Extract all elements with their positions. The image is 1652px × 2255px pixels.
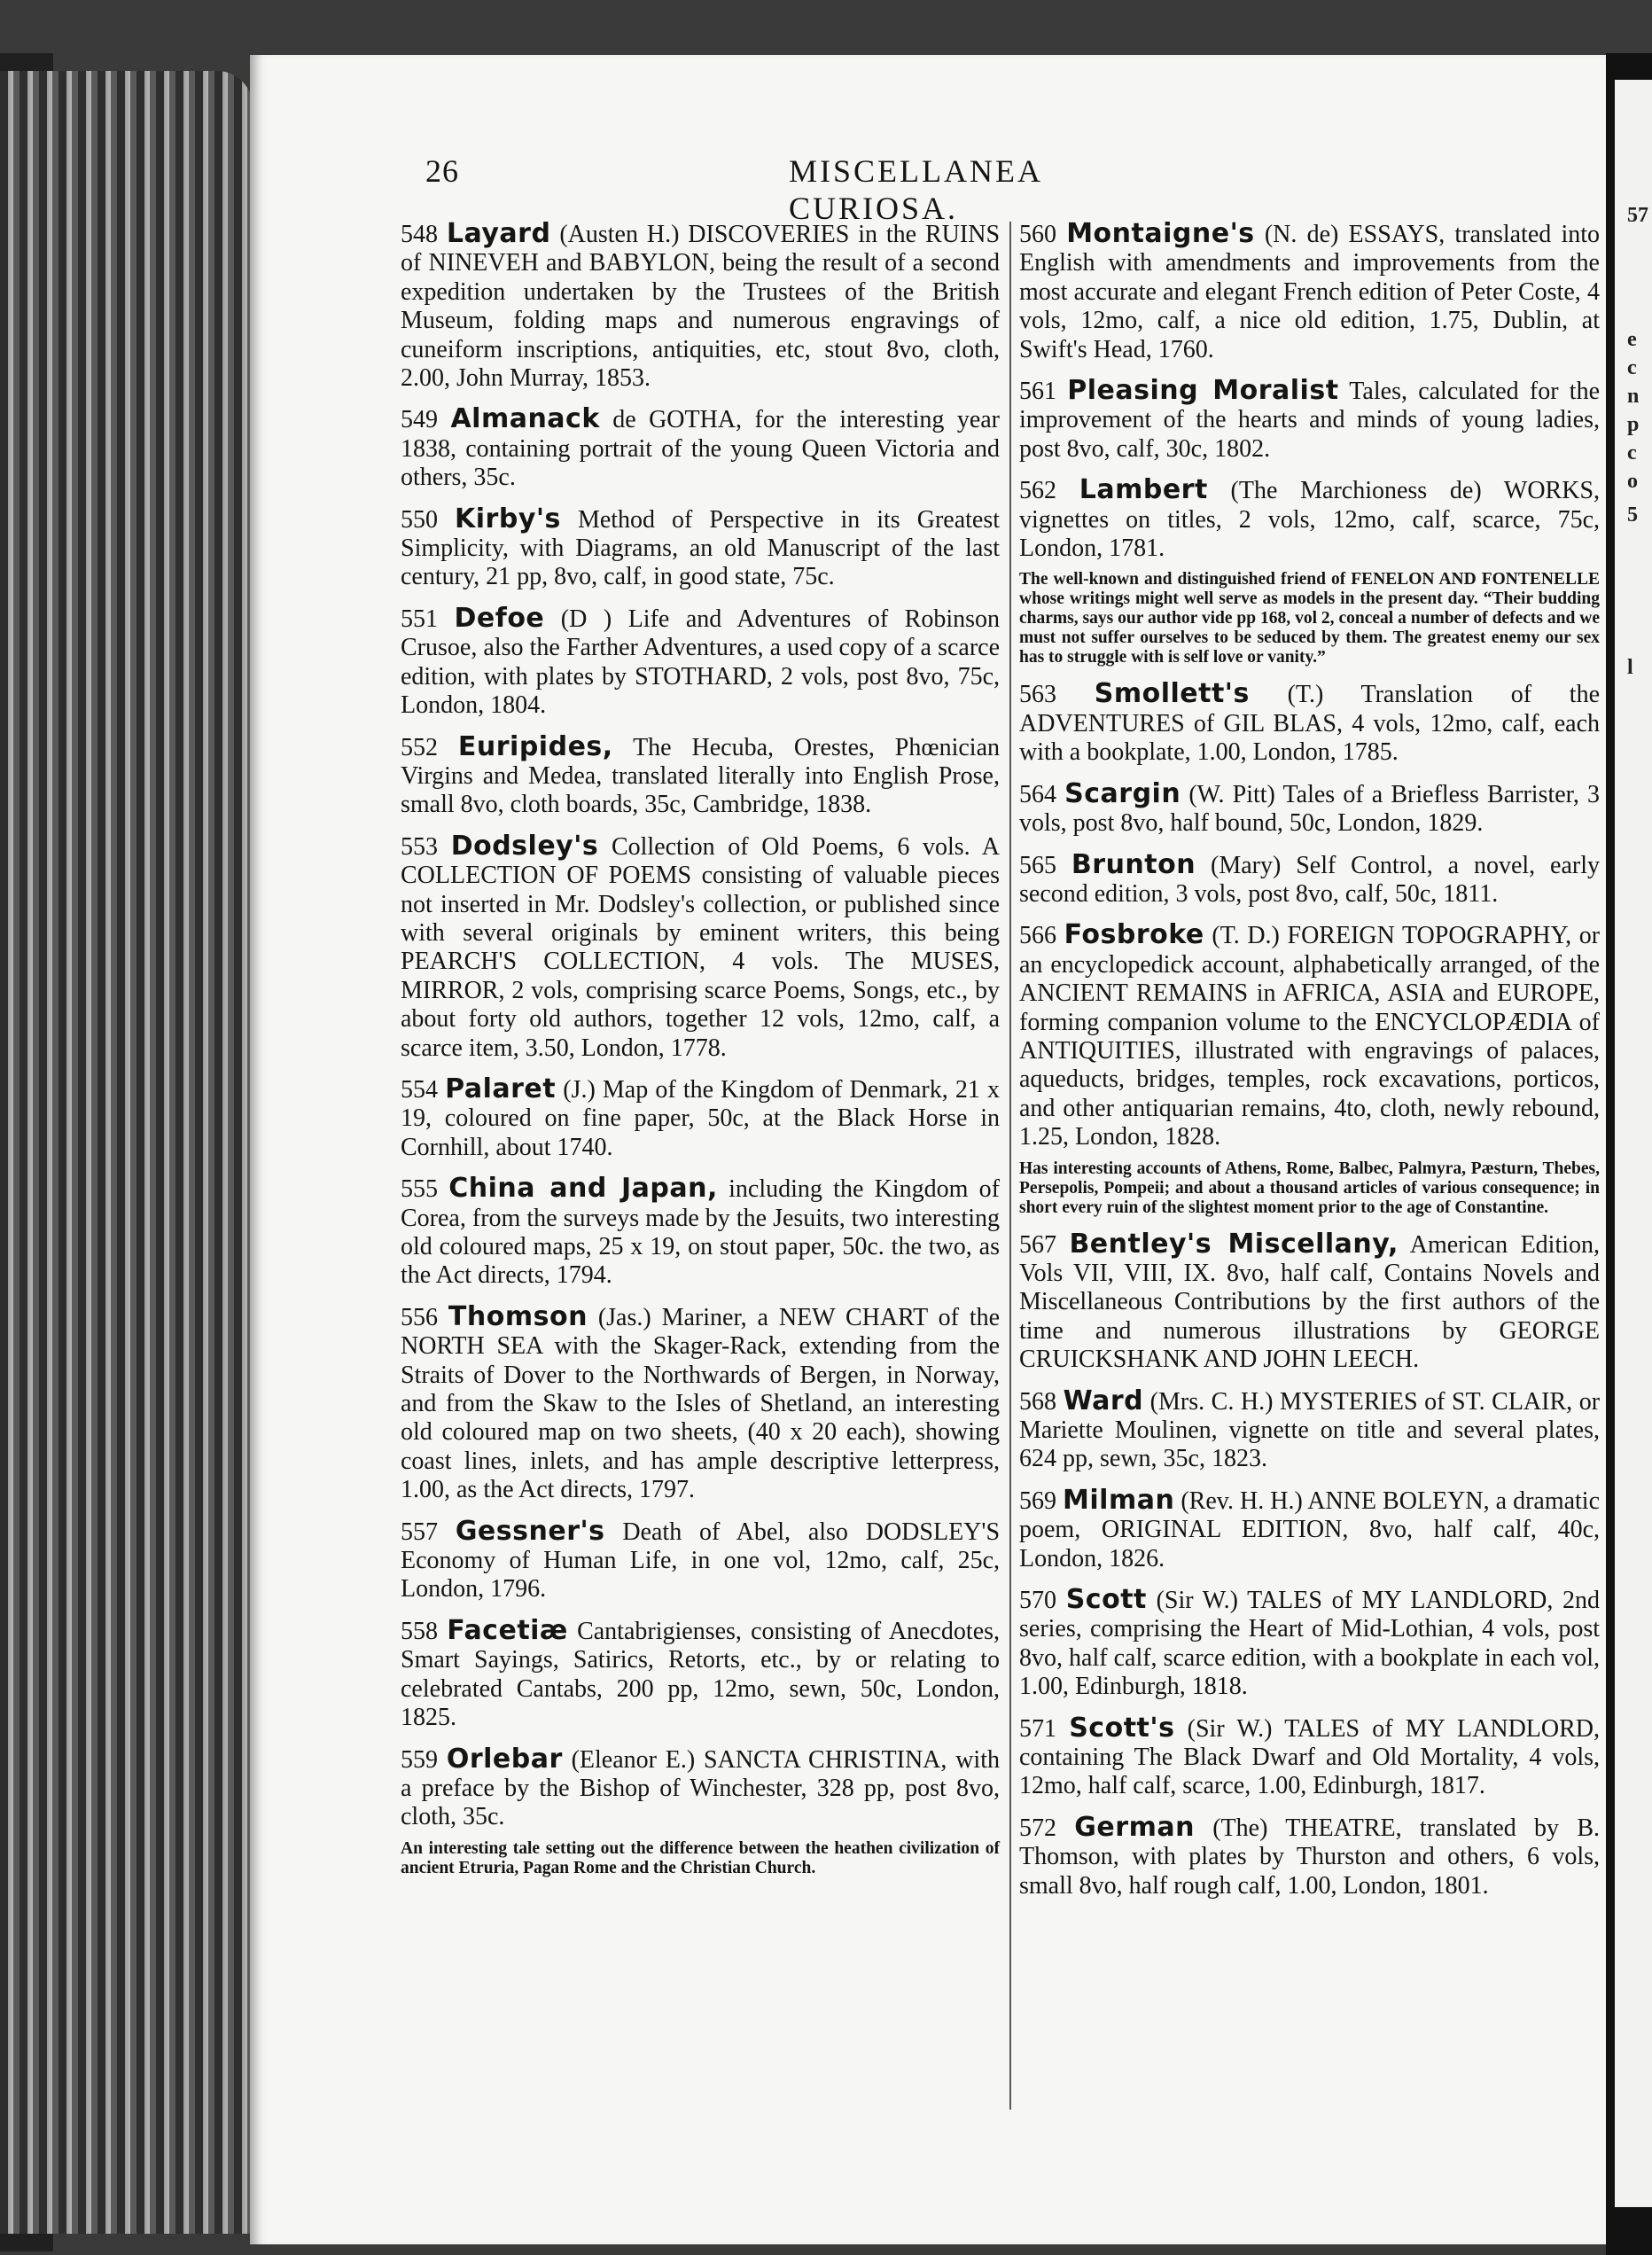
catalogue-entry [401,1515,1001,1604]
entry-number: 558 [401,1617,438,1645]
entry-headword: Pleasing Moralist [1067,375,1339,407]
catalogue-entry [1019,921,1600,1151]
catalogue-entry [401,730,1001,820]
page-header [425,152,1205,226]
entry-number: 556 [401,1303,438,1331]
catalogue-entry [1019,1811,1601,1900]
entry-headword: Milman [1063,1484,1175,1516]
entry-headword: Fosbroke [1064,919,1204,951]
entry-headword: Euripides, [457,730,613,762]
entry-number: 555 [401,1175,438,1204]
entry-number: 571 [1019,1714,1056,1743]
catalogue-entry [401,1745,1000,1832]
entry-description: (T.) Translation of the ADVENTURES of GIL BLAS, 4 vols, 12mo, calf, each with a bookplate, 1.00, London, 1785. [1019,681,1601,767]
entry-headword: Ward [1063,1385,1144,1416]
entry-headword: Gessner's [455,1515,605,1547]
entry-description: (J.) Map of the Kingdom of Denmark, 21 x 19, coloured on fine paper, 50c, at the Black Horse in Cornhill, about 1740. [401,1075,1001,1161]
entry-headword: Almanack [450,403,600,435]
entry-headword: Lambert [1079,474,1208,506]
entry-description: (D ) Life and Adventures of Robinson Crusoe, also the Farther Adventures, a used copy of a scarce edition, with plates by STOTHARD, 2 vols, post 8vo, 75c, London, 1804. [401,605,1001,720]
entry-headword: Scargin [1064,777,1181,809]
entry-description: (Rev. H. H.) ANNE BOLEYN, a dramatic poem, ORIGINAL EDITION, 8vo, half calf, 40c, London, 1826. [1019,1486,1601,1572]
entry-number: 552 [401,733,438,761]
entry-description: (Eleanor E.) SANCTA CHRISTINA, with a preface by the Bishop of Winchester, 328 pp, post 8vo, cloth, 35c. [401,1745,1000,1831]
entry-description: (Austen H.) DISCOVERIES in the RUINS of NINEVEH and BABYLON, being the result of a second expedition undertaken by the Trustees of the British Museum, folding maps and numerous engravings of cuneiform inscriptions, antiquities, etc, stout 8vo, cloth, 2.00, John Murray, 1853. [401,221,1001,393]
entry-description: (T. D.) FOREIGN TOPOGRAPHY, or an encyclopedick account, alphabetically arranged, of the ANCIENT REMAINS in AFRICA, ASIA and EUROPE, forming companion volume to the ENCYCLOPÆDIA of ANTIQUITIES, illustrated with engravings of palaces, aqueducts, bridges, temples, rock excavations, porticos, and other antiquarian remains, 4to, cloth, newly rebound, 1.25, London, 1828. [1019,922,1601,1151]
catalogue-entry [401,1614,1001,1733]
catalogue-entry [401,1174,1000,1291]
entry-headword: Kirby's [455,503,561,534]
entry-description: American Edition, Vols VII, VIII, IX. 8vo, half calf, Contains Novels and Miscellaneous Contributions by the first authors of the time and numerous illustrations by GEORGE CRUICKSHANK AND JOHN LEECH. [1019,1230,1601,1374]
entry-headword: China and Japan, [448,1173,718,1205]
entry-description: Tales, calculated for the improvement of the hearts and minds of young ladies, post 8vo, calf, 30c, 1802. [1019,378,1601,463]
column-divider [1009,222,1011,2110]
next-page-text: o [1627,470,1638,493]
catalogue-entry [401,832,1000,1063]
catalogue-entry [401,602,1001,721]
entry-number: 551 [401,605,438,633]
entry-headword: Montaigne's [1066,218,1255,249]
catalogue-entry [1019,377,1600,464]
entry-description: (N. de) ESSAYS, translated into English with amendments and improvements from the most accurate and elegant French edition of Peter Coste, 4 vols, 12mo, calf, a nice old edition, 1.75, Dublin, at Swift's Head, 1760. [1019,221,1601,363]
entry-headword: Bentley's Miscellany, [1069,1228,1399,1260]
entry-number: 561 [1019,378,1056,406]
entry-description: (The) THEATRE, translated by B. Thomson, with plates by Thurston and others, 6 vols, small 8vo, half rough calf, 1.00, London, 1801. [1019,1814,1601,1900]
entry-description: (Jas.) Mariner, a NEW CHART of the NORTH SEA with the Skager-Rack, extending from the Straits of Dover to the Northwards of Bergen, in Norway, and from the Skaw to the Isles of Shetland, an interesting old coloured map on two sheets, (40 x 20 each), showing coast lines, inlets, and has ample descriptive letterpress, 1.00, as the Act directs, 1797. [401,1303,1001,1504]
entry-headword: Brunton [1071,848,1196,880]
entry-description: Collection of Old Poems, 6 vols. A COLLECTION OF POEMS consisting of valuable pieces not inserted in Mr. Dodsley's collection, or published since with several originals by eminent writers, this being PEARCH'S COLLECTION, 4 vols. The MUSES, MIRROR, 2 vols, comprising scarce Poems, Songs, etc., by about forty old authors, together 12 vols, 12mo, calf, a scarce item, 3.50, London, 1778. [401,832,1001,1062]
entry-description: (Sir W.) TALES of MY LANDLORD, 2nd series, comprising the Heart of Mid-Lothian, 4 vols, post 8vo, half calf, scarce edition, with a bookplate in each vol, 1.00, Edinburgh, 1818. [1019,1587,1601,1701]
entry-number: 562 [1019,477,1056,505]
next-page-text: c [1627,441,1637,464]
entry-headword: Layard [446,218,551,249]
entry-description: including the Kingdom of Corea, from the surveys made by the Jesuits, two interesting old coloured maps, 25 x 19, on stout paper, 50c. the two, as the Act directs, 1794. [401,1175,1001,1290]
entry-headword: Scott's [1069,1712,1175,1744]
catalogue-entry [401,505,1000,592]
page-number: 26 [425,153,459,189]
page-edges [0,71,253,2234]
entry-number: 553 [401,832,438,861]
entry-number: 564 [1019,780,1056,808]
next-page-text: p [1627,413,1640,436]
entry-note: An interesting tale setting out the difference between the heathen civilization of ancient Etruria, Pagan Rome and the Christian Church. [401,1838,1000,1877]
catalogue-entry [1019,1230,1600,1375]
entry-description: (Mary) Self Control, a novel, early second edition, 3 vols, post 8vo, calf, 50c, 1811. [1019,851,1601,908]
entry-number: 549 [401,406,438,434]
entry-number: 567 [1019,1230,1056,1259]
next-page-text: c [1627,356,1637,379]
entry-number: 563 [1019,681,1056,709]
entry-description: (The Marchioness de) WORKS, vignettes on titles, 2 vols, 12mo, calf, scarce, 75c, London, 1781. [1019,477,1601,563]
entry-note: Has interesting accounts of Athens, Rome, Balbec, Palmyra, Pæsturn, Thebes, Persepolis, Pompeii; and about a thousand articles of various consequence; in short every ruin of the slightest moment prior to the age of Constantine. [1019,1159,1600,1217]
entry-description: Method of Perspective in its Greatest Simplicity, with Diagrams, an old Manuscript of the last century, 21 pp, 8vo, calf, in good state, 75c. [401,505,1001,591]
catalogue-entry [401,1300,1001,1505]
right-column [1019,220,1600,1913]
entry-headword: Scott [1065,1584,1147,1616]
entry-number: 557 [401,1518,438,1546]
next-page-text: n [1627,385,1640,408]
entry-number: 548 [401,221,438,248]
entry-description: (Mrs. C. H.) MYSTERIES of ST. CLAIR, or Mariette Moulinen, vignette on title and several plates, 624 pp, sewn, 35c, 1823. [1019,1387,1601,1473]
entry-description: The Hecuba, Orestes, Phœnician Virgins and Medea, translated literally into English Prose, small 8vo, cloth boards, 35c, Cambridge, 1838. [401,733,1001,819]
entry-description: Death of Abel, also DODSLEY'S Economy of Human Life, in one vol, 12mo, calf, 25c, London, 1796. [401,1518,1001,1603]
entry-number: 570 [1019,1587,1056,1615]
entry-headword: Defoe [454,602,545,634]
left-column [401,220,1000,1891]
entry-number: 566 [1019,922,1056,950]
entry-description: Cantabrigienses, consisting of Anecdotes, Smart Sayings, Satirics, Retorts, etc., by or relating to celebrated Cantabs, 200 pp, 12mo, sewn, 50c, London, 1825. [401,1617,1001,1732]
running-title: MISCELLANEA CURIOSA. [789,153,1041,226]
catalogue-entry [401,1075,1000,1162]
entry-number: 568 [1019,1387,1056,1416]
entry-number: 559 [401,1745,438,1774]
catalogue-entry [401,405,1000,492]
entry-number: 565 [1019,851,1056,879]
catalogue-entry [401,220,1000,393]
next-page-text: l [1627,656,1633,679]
entry-number: 550 [401,505,438,534]
entry-headword: Orlebar [446,1743,563,1775]
entry-headword: Smollett's [1094,678,1250,710]
entry-number: 554 [401,1075,438,1104]
entry-headword: Dodsley's [450,830,599,862]
catalogue-entry [1019,1586,1600,1702]
next-page-text: 5 [1627,503,1638,527]
catalogue-entry [1019,848,1601,909]
entry-number: 560 [1019,221,1056,248]
catalogue-entry [1019,680,1600,767]
catalogue-entry [1019,220,1600,364]
entry-note: The well-known and distinguished friend of FENELON AND FONTENELLE whose writings might well serve as models in the present day. “Their budding charms, says our author vide pp 168, vol 2, conceal a number of defects and we must not suffer ourselves to be seduced by them. The greatest enemy our sex has to struggle with is self love or vanity.” [1019,570,1600,667]
entry-number: 572 [1019,1814,1056,1842]
next-page-text: 57 [1627,204,1648,227]
entry-headword: German [1074,1811,1195,1843]
entry-number: 569 [1019,1486,1056,1515]
catalogue-entry [1019,1486,1600,1573]
catalogue-entry [1019,777,1600,839]
entry-headword: Palaret [445,1073,557,1104]
entry-headword: Facetiæ [447,1614,568,1646]
next-page-text: e [1627,328,1637,351]
entry-headword: Thomson [448,1300,588,1332]
entry-description: (Sir W.) TALES of MY LANDLORD, containing The Black Dwarf and Old Mortality, 4 vols, 12mo, half calf, scarce, 1.00, Edinburgh, 1817. [1019,1714,1601,1800]
catalogue-entry [1019,476,1600,563]
entry-description: (W. Pitt) Tales of a Briefless Barrister, 3 vols, post 8vo, half bound, 50c, London, 1829. [1019,780,1600,838]
catalogue-entry [1019,1387,1600,1474]
next-page-fragment [1615,80,1652,2207]
entry-description: de GOTHA, for the interesting year 1838, containing portrait of the young Queen Victoria and others, 35c. [401,406,1001,492]
catalogue-entry [1019,1714,1600,1801]
